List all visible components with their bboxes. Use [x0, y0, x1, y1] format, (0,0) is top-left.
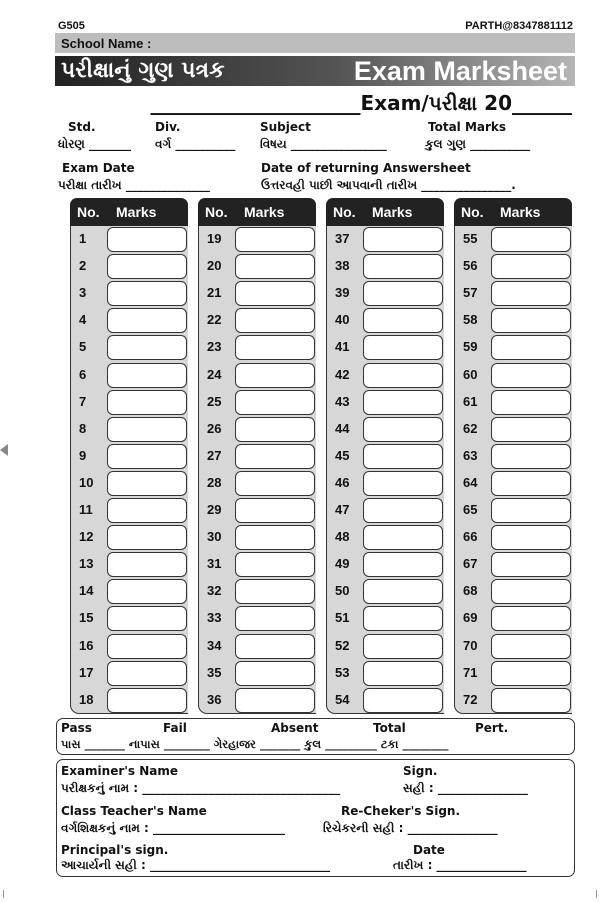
result-summary-box [56, 718, 575, 755]
marks-entry-box[interactable] [363, 661, 443, 686]
pass-label-en: Pass [61, 721, 92, 735]
table-row [199, 551, 317, 578]
table-row [71, 443, 189, 470]
crop-mark [3, 890, 4, 898]
question-number: 14 [79, 583, 94, 599]
examiner-label-en: Examiner's Name [61, 764, 179, 778]
no-header: No. [205, 204, 228, 220]
question-number: 68 [463, 583, 478, 599]
question-number: 58 [463, 312, 478, 328]
subject-field: વિષય ________________ [260, 137, 387, 151]
table-row [199, 660, 317, 687]
marks-entry-box[interactable] [235, 227, 315, 252]
question-number: 2 [79, 258, 87, 274]
question-number: 28 [207, 474, 222, 490]
marks-entry-box[interactable] [235, 444, 315, 469]
question-number: 19 [207, 231, 222, 246]
marks-entry-box[interactable] [235, 471, 315, 496]
question-number: 54 [335, 691, 350, 707]
table-row [71, 362, 189, 389]
table-row [455, 307, 573, 334]
table-row [455, 605, 573, 632]
question-number: 6 [79, 366, 87, 382]
table-row [71, 633, 189, 660]
table-row [199, 497, 317, 524]
table-row [455, 497, 573, 524]
return-date-field: ઉત્તરવહી પાછી આપવાની તારીખ _______________. [261, 178, 516, 192]
exam-name-line: _____________________Exam/પરીક્ષા 20______ [150, 91, 572, 115]
title-gujarati: પરીક્ષાનું ગુણ પત્રક [61, 58, 225, 83]
column-header [454, 198, 572, 226]
column-header [198, 198, 316, 226]
table-row [199, 280, 317, 307]
marks-entry-box[interactable] [491, 525, 571, 550]
marks-entry-box[interactable] [235, 661, 315, 686]
question-number: 47 [335, 502, 350, 517]
question-number: 56 [463, 258, 478, 274]
marks-entry-box[interactable] [363, 525, 443, 550]
table-row [199, 633, 317, 660]
table-row [455, 687, 573, 714]
table-row [199, 605, 317, 632]
marks-entry-box[interactable] [235, 498, 315, 523]
question-number: 25 [207, 393, 222, 409]
marks-entry-box[interactable] [363, 308, 443, 333]
table-row [71, 416, 189, 443]
question-number: 40 [335, 312, 350, 328]
table-row [327, 578, 445, 605]
question-number: 29 [207, 502, 222, 517]
table-row [455, 253, 573, 280]
marks-entry-box[interactable] [491, 498, 571, 523]
marks-entry-box[interactable] [235, 390, 315, 415]
table-row [71, 226, 189, 253]
question-number: 62 [463, 420, 478, 436]
marks-entry-box[interactable] [363, 335, 443, 360]
marks-entry-box[interactable] [107, 227, 187, 252]
question-number: 53 [335, 664, 350, 680]
table-row [71, 578, 189, 605]
marks-header: Marks [244, 204, 285, 220]
school-name-label: School Name : [61, 36, 152, 51]
title-english: Exam Marksheet [353, 56, 567, 86]
title-banner [55, 56, 575, 86]
marks-entry-box[interactable] [491, 254, 571, 279]
marks-entry-box[interactable] [107, 498, 187, 523]
marks-column-2 [198, 198, 316, 714]
marks-entry-box[interactable] [107, 579, 187, 604]
question-number: 37 [335, 231, 350, 246]
question-number: 44 [335, 420, 350, 436]
question-number: 48 [335, 529, 350, 545]
principal-sign-field: આચાર્યની સહી : ______________________________ [61, 858, 331, 872]
marks-entry-box[interactable] [491, 579, 571, 604]
question-number: 26 [207, 420, 222, 436]
marks-entry-box[interactable] [363, 417, 443, 442]
marks-entry-box[interactable] [107, 471, 187, 496]
table-row [199, 443, 317, 470]
marks-entry-box[interactable] [107, 552, 187, 577]
question-number: 36 [207, 691, 222, 707]
marks-entry-box[interactable] [235, 363, 315, 388]
question-number: 55 [463, 231, 478, 246]
question-number: 23 [207, 339, 222, 355]
question-number: 45 [335, 447, 350, 463]
table-row [71, 551, 189, 578]
marks-header: Marks [500, 204, 541, 220]
marks-entry-box[interactable] [107, 335, 187, 360]
table-row [199, 524, 317, 551]
marks-entry-box[interactable] [235, 634, 315, 659]
column-header [70, 198, 188, 226]
question-number: 24 [207, 366, 222, 382]
table-row [199, 687, 317, 714]
crop-mark [596, 890, 597, 898]
examiner-name-field: પરીક્ષકનું નામ : _________________________________ [61, 781, 341, 795]
form-code: G505 [58, 20, 85, 32]
question-number: 72 [463, 691, 478, 707]
examiner-sign-field: સહી : _______________ [403, 781, 528, 795]
div-label-en: Div. [155, 120, 181, 134]
table-row [327, 551, 445, 578]
marks-header: Marks [372, 204, 413, 220]
question-number: 49 [335, 556, 350, 572]
marks-entry-box[interactable] [107, 634, 187, 659]
table-row [455, 470, 573, 497]
table-row [199, 470, 317, 497]
table-row [327, 389, 445, 416]
table-row [199, 253, 317, 280]
table-row [455, 524, 573, 551]
question-number: 17 [79, 664, 94, 680]
marks-entry-box[interactable] [363, 390, 443, 415]
question-number: 71 [463, 664, 478, 680]
total-label-en: Total [373, 721, 406, 735]
table-row [455, 389, 573, 416]
marks-entry-box[interactable] [235, 606, 315, 631]
marks-entry-box[interactable] [107, 254, 187, 279]
question-number: 67 [463, 556, 478, 572]
question-number: 32 [207, 583, 222, 599]
table-row [455, 578, 573, 605]
table-row [71, 253, 189, 280]
std-field: ધોરણ _______ [58, 137, 132, 151]
marks-column-1 [70, 198, 188, 714]
table-row [71, 524, 189, 551]
question-number: 20 [207, 258, 222, 274]
marks-entry-box[interactable] [363, 634, 443, 659]
table-row [199, 416, 317, 443]
marks-entry-box[interactable] [235, 254, 315, 279]
question-number: 34 [207, 637, 222, 653]
table-row [327, 307, 445, 334]
question-number: 3 [79, 285, 87, 301]
question-number: 59 [463, 339, 478, 355]
marks-entry-box[interactable] [363, 254, 443, 279]
marks-header: Marks [116, 204, 157, 220]
question-number: 43 [335, 393, 350, 409]
total-marks-field: કુલ ગુણ __________ [425, 137, 531, 151]
table-row [327, 660, 445, 687]
question-number: 42 [335, 366, 350, 382]
page-margin-arrow-icon [0, 444, 8, 456]
table-row [327, 443, 445, 470]
date-field: તારીખ : _______________ [393, 858, 527, 872]
table-row [199, 334, 317, 361]
date-label-en: Date [413, 843, 445, 857]
question-number: 65 [463, 502, 478, 517]
question-number: 4 [79, 312, 87, 328]
class-teacher-name-field: વર્ગશિક્ષકનું નામ : ______________________ [61, 821, 286, 835]
table-row [455, 334, 573, 361]
question-number: 64 [463, 474, 478, 490]
marks-entry-box[interactable] [491, 390, 571, 415]
table-row [71, 660, 189, 687]
marks-entry-box[interactable] [363, 227, 443, 252]
marks-entry-box[interactable] [107, 661, 187, 686]
question-number: 52 [335, 637, 350, 653]
table-row [199, 578, 317, 605]
marks-column-4 [454, 198, 572, 714]
marks-entry-box[interactable] [107, 363, 187, 388]
class-teacher-label-en: Class Teacher's Name [61, 804, 207, 818]
question-number: 60 [463, 366, 478, 382]
marks-entry-box[interactable] [235, 308, 315, 333]
principal-label-en: Principal's sign. [61, 843, 169, 857]
marks-entry-box[interactable] [491, 281, 571, 306]
table-row [455, 416, 573, 443]
table-row [199, 362, 317, 389]
marks-entry-box[interactable] [491, 471, 571, 496]
marks-entry-box[interactable] [235, 688, 315, 713]
publisher-contact: PARTH@8347881112 [465, 20, 573, 32]
question-number: 11 [79, 502, 93, 517]
question-number: 70 [463, 637, 478, 653]
table-row [455, 226, 573, 253]
marks-entry-box[interactable] [363, 579, 443, 604]
question-number: 22 [207, 312, 222, 328]
question-number: 31 [207, 556, 222, 572]
marks-entry-box[interactable] [107, 390, 187, 415]
return-date-label-en: Date of returning Answersheet [261, 161, 471, 175]
question-number: 12 [79, 529, 94, 545]
question-number: 18 [79, 691, 94, 707]
question-number: 61 [463, 393, 478, 409]
marks-entry-box[interactable] [491, 417, 571, 442]
marks-entry-box[interactable] [107, 281, 187, 306]
marks-entry-box[interactable] [363, 281, 443, 306]
exam-date-label-en: Exam Date [62, 161, 135, 175]
column-header [326, 198, 444, 226]
sign-label-en: Sign. [403, 764, 438, 778]
subject-label-en: Subject [260, 120, 311, 134]
table-row [71, 334, 189, 361]
div-field: વર્ગ __________ [155, 137, 236, 151]
marks-entry-box[interactable] [491, 552, 571, 577]
marks-entry-box[interactable] [363, 552, 443, 577]
school-name-field [55, 33, 575, 53]
table-row [327, 497, 445, 524]
column-body [454, 226, 572, 714]
column-body [198, 226, 316, 714]
question-number: 63 [463, 447, 478, 463]
marks-entry-box[interactable] [491, 308, 571, 333]
table-row [455, 443, 573, 470]
no-header: No. [333, 204, 356, 220]
question-number: 33 [207, 610, 222, 626]
table-row [327, 226, 445, 253]
table-row [327, 524, 445, 551]
table-row [455, 362, 573, 389]
question-number: 15 [79, 610, 94, 626]
no-header: No. [77, 204, 100, 220]
column-body [70, 226, 188, 714]
marks-entry-box[interactable] [491, 688, 571, 713]
question-number: 41 [335, 339, 350, 355]
question-number: 8 [79, 420, 87, 436]
table-row [455, 280, 573, 307]
marks-entry-box[interactable] [363, 471, 443, 496]
table-row [199, 226, 317, 253]
marks-entry-box[interactable] [363, 444, 443, 469]
question-number: 27 [207, 447, 222, 463]
exam-date-field: પરીક્ષા તારીખ ______________ [58, 178, 210, 192]
rechecker-sign-field: રિચેકરની સહી : _______________ [323, 821, 498, 835]
marks-entry-box[interactable] [107, 417, 187, 442]
marks-entry-box[interactable] [363, 498, 443, 523]
table-row [327, 416, 445, 443]
question-number: 57 [463, 285, 478, 301]
marks-entry-box[interactable] [235, 335, 315, 360]
marks-entry-box[interactable] [491, 661, 571, 686]
question-number: 35 [207, 664, 222, 680]
std-label-en: Std. [68, 120, 96, 134]
table-row [71, 497, 189, 524]
question-number: 50 [335, 583, 350, 599]
question-number: 10 [79, 474, 94, 490]
rechecker-label-en: Re-Cheker's Sign. [341, 804, 461, 818]
question-number: 30 [207, 529, 222, 545]
marks-entry-box[interactable] [107, 688, 187, 713]
fail-label-en: Fail [163, 721, 187, 735]
table-row [455, 633, 573, 660]
table-row [327, 280, 445, 307]
question-number: 5 [79, 339, 87, 355]
table-row [71, 280, 189, 307]
question-number: 1 [79, 231, 87, 246]
signature-box [56, 759, 575, 877]
table-row [199, 389, 317, 416]
no-header: No. [461, 204, 484, 220]
absent-label-en: Absent [271, 721, 319, 735]
column-body [326, 226, 444, 714]
marks-entry-box[interactable] [363, 606, 443, 631]
question-number: 46 [335, 474, 350, 490]
table-row [71, 389, 189, 416]
marks-entry-box[interactable] [491, 363, 571, 388]
summary-fields-line: પાસ _______ નાપાસ ________ ગેરહાજર _______ કુલ _________ ટકા ________ [61, 737, 449, 751]
marks-entry-box[interactable] [235, 281, 315, 306]
table-row [71, 605, 189, 632]
marks-entry-box[interactable] [107, 308, 187, 333]
marks-entry-box[interactable] [363, 688, 443, 713]
question-number: 13 [79, 556, 94, 572]
table-row [199, 307, 317, 334]
table-row [327, 470, 445, 497]
marks-column-3 [326, 198, 444, 714]
question-number: 21 [207, 285, 222, 301]
marks-entry-box[interactable] [235, 579, 315, 604]
marks-entry-box[interactable] [107, 444, 187, 469]
marks-entry-box[interactable] [107, 525, 187, 550]
table-row [71, 470, 189, 497]
marks-entry-box[interactable] [491, 606, 571, 631]
table-row [71, 687, 189, 714]
marks-entry-box[interactable] [491, 227, 571, 252]
marks-entry-box[interactable] [235, 417, 315, 442]
marks-entry-box[interactable] [107, 606, 187, 631]
table-row [327, 633, 445, 660]
marks-entry-box[interactable] [235, 525, 315, 550]
marks-entry-box[interactable] [491, 634, 571, 659]
question-number: 9 [79, 447, 87, 463]
question-number: 69 [463, 610, 478, 626]
table-row [455, 551, 573, 578]
table-row [455, 660, 573, 687]
total-marks-label-en: Total Marks [428, 120, 507, 134]
question-number: 39 [335, 285, 350, 301]
table-row [327, 605, 445, 632]
percent-label-en: Pert. [475, 721, 509, 735]
marks-entry-box[interactable] [491, 444, 571, 469]
table-row [327, 687, 445, 714]
question-number: 66 [463, 529, 478, 545]
table-row [327, 334, 445, 361]
table-row [71, 307, 189, 334]
marks-entry-box[interactable] [491, 335, 571, 360]
question-number: 7 [79, 393, 87, 409]
table-row [327, 253, 445, 280]
marks-entry-box[interactable] [363, 363, 443, 388]
table-row [327, 362, 445, 389]
question-number: 38 [335, 258, 350, 274]
question-number: 16 [79, 637, 94, 653]
marks-entry-box[interactable] [235, 552, 315, 577]
question-number: 51 [335, 610, 350, 626]
